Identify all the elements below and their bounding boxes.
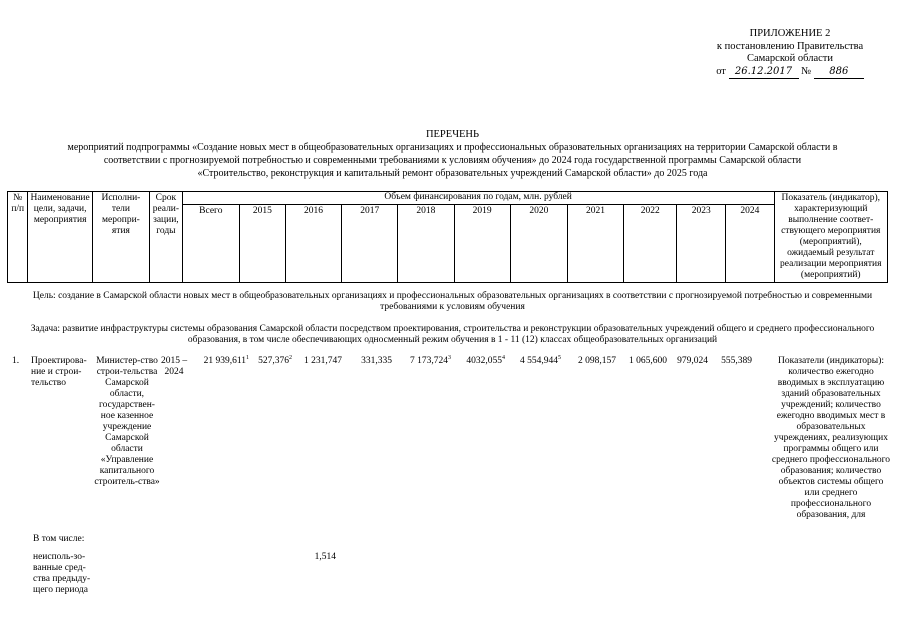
col-header-year: 2021 [567,205,623,283]
row1-indicator: Показатели (индикаторы): количество ежегодно вводимых в эксплуатацию зданий образовательных учреждений; количество ежегодно вводимых мест в образовательных учреждениях, реализующих программы общего или среднего профессионального образования; количество объектов системы общего или среднего профессионального образования, для [771,356,891,520]
footnote-mark: 1 [246,354,249,361]
row1-2022: 1 065,600 [629,356,667,366]
col-header-year: 2023 [677,205,726,283]
including-label: В том числе: [33,534,85,544]
row1-2020 [509,356,561,367]
col-header-year: 2015 [239,205,285,283]
handwritten-number: 886 [814,66,864,80]
handwritten-date: 26.12.2017 [729,66,799,80]
row1-executor: Министер-ство строи-тельства Самарской области, государствен-ное казенное учреждение Самарской области «Управление капитального строитель-ства» [94,356,160,487]
col-header-year: 2016 [285,205,341,283]
row1-2016: 1 231,747 [304,356,342,366]
row1-2018-value: 7 173,724 [410,356,448,366]
appendix-date-line [700,66,880,80]
row1-2021: 2 098,157 [578,356,616,366]
row1-2019 [455,356,505,367]
col-header-year: 2020 [510,205,567,283]
row1-2017: 331,335 [361,356,392,366]
col-header-total: Всего [182,205,239,283]
number-prefix: № [801,65,812,77]
row1-name: Проектирова-ние и строи-тельство [31,356,87,388]
col-header-executor: Исполни-тели меропри-ятия [92,192,149,283]
col-header-name: Наименование цели, задачи, мероприятия [28,192,92,283]
col-header-term: Срок реали-зации, годы [150,192,183,283]
row1-2024: 555,389 [721,356,752,366]
footnote-mark: 3 [448,354,451,361]
row1-2015 [248,356,292,367]
row1-2015-value: 527,376 [258,356,289,366]
col-header-year: 2019 [454,205,510,283]
footnote-mark: 2 [289,354,292,361]
row1-number: 1. [12,356,20,366]
subtitle-line-2: соответствии с прогнозируемой потребностью и современными требованиями к условиям обучения» до 2024 года государственной программы Самарской области [103,155,802,166]
col-header-no: № п/п [8,192,28,283]
footnote-mark: 5 [558,354,561,361]
document-subtitle [20,141,885,180]
col-header-year: 2017 [342,205,398,283]
col-header-year: 2024 [726,205,774,283]
col-header-year: 2022 [624,205,677,283]
row1-2018 [397,356,451,367]
subtitle-line-1: мероприятий подпрограммы «Создание новых мест в общеобразовательных организациях и профессиональных образовательных организациях на территории Самарской области в [67,142,838,153]
row1-total [188,356,249,367]
table-header [7,191,888,283]
col-header-funding: Объем финансирования по годам, млн. рублей [182,192,774,205]
appendix-line1: к постановлению Правительства [716,40,864,52]
goal-text: Цель: создание в Самарской области новых мест в общеобразовательных организациях и профессиональных образовательных организациях в соответствии с прогнозируемой потребностью и современными требованиями к условиям обучения [32,291,873,312]
task-text: Задача: развитие инфраструктуры системы образования Самарской области посредством проектирования, строительства и реконструкции образовательных учреждений общего и среднего профессионального образования, в том числе обеспечивающих односменный режим обучения в 1 - 11 (12) классах общеобразовательных организаций [30,324,875,345]
row1-total-value: 21 939,611 [203,356,246,366]
appendix-title: ПРИЛОЖЕНИЕ 2 [749,28,831,39]
footnote-mark: 4 [502,354,505,361]
subtitle-line-3: «Строительство, реконструкция и капитальный ремонт образовательных учреждений Самарской области» до 2025 года [197,168,708,179]
document-title: ПЕРЕЧЕНЬ [425,129,480,140]
unused-funds-label: неисполь-зо-ванные сред-ства предыду-щего периода [33,552,91,595]
row1-term: 2015 – 2024 [160,356,188,377]
date-prefix: от [716,65,726,77]
row1-2020-value: 4 554,944 [520,356,558,366]
appendix-line2: Самарской области [747,53,833,64]
row1-2023: 979,024 [677,356,708,366]
appendix-block [700,28,880,79]
col-header-year: 2018 [398,205,454,283]
col-header-indicator: Показатель (индикатор), характеризующий выполнение соответ-ствующего мероприятия (мероприятий), ожидаемый результат реализации мероприятия (мероприятий) [774,192,887,283]
unused-funds-2016: 1,514 [314,552,336,562]
row1-2019-value: 4032,055 [466,356,502,366]
